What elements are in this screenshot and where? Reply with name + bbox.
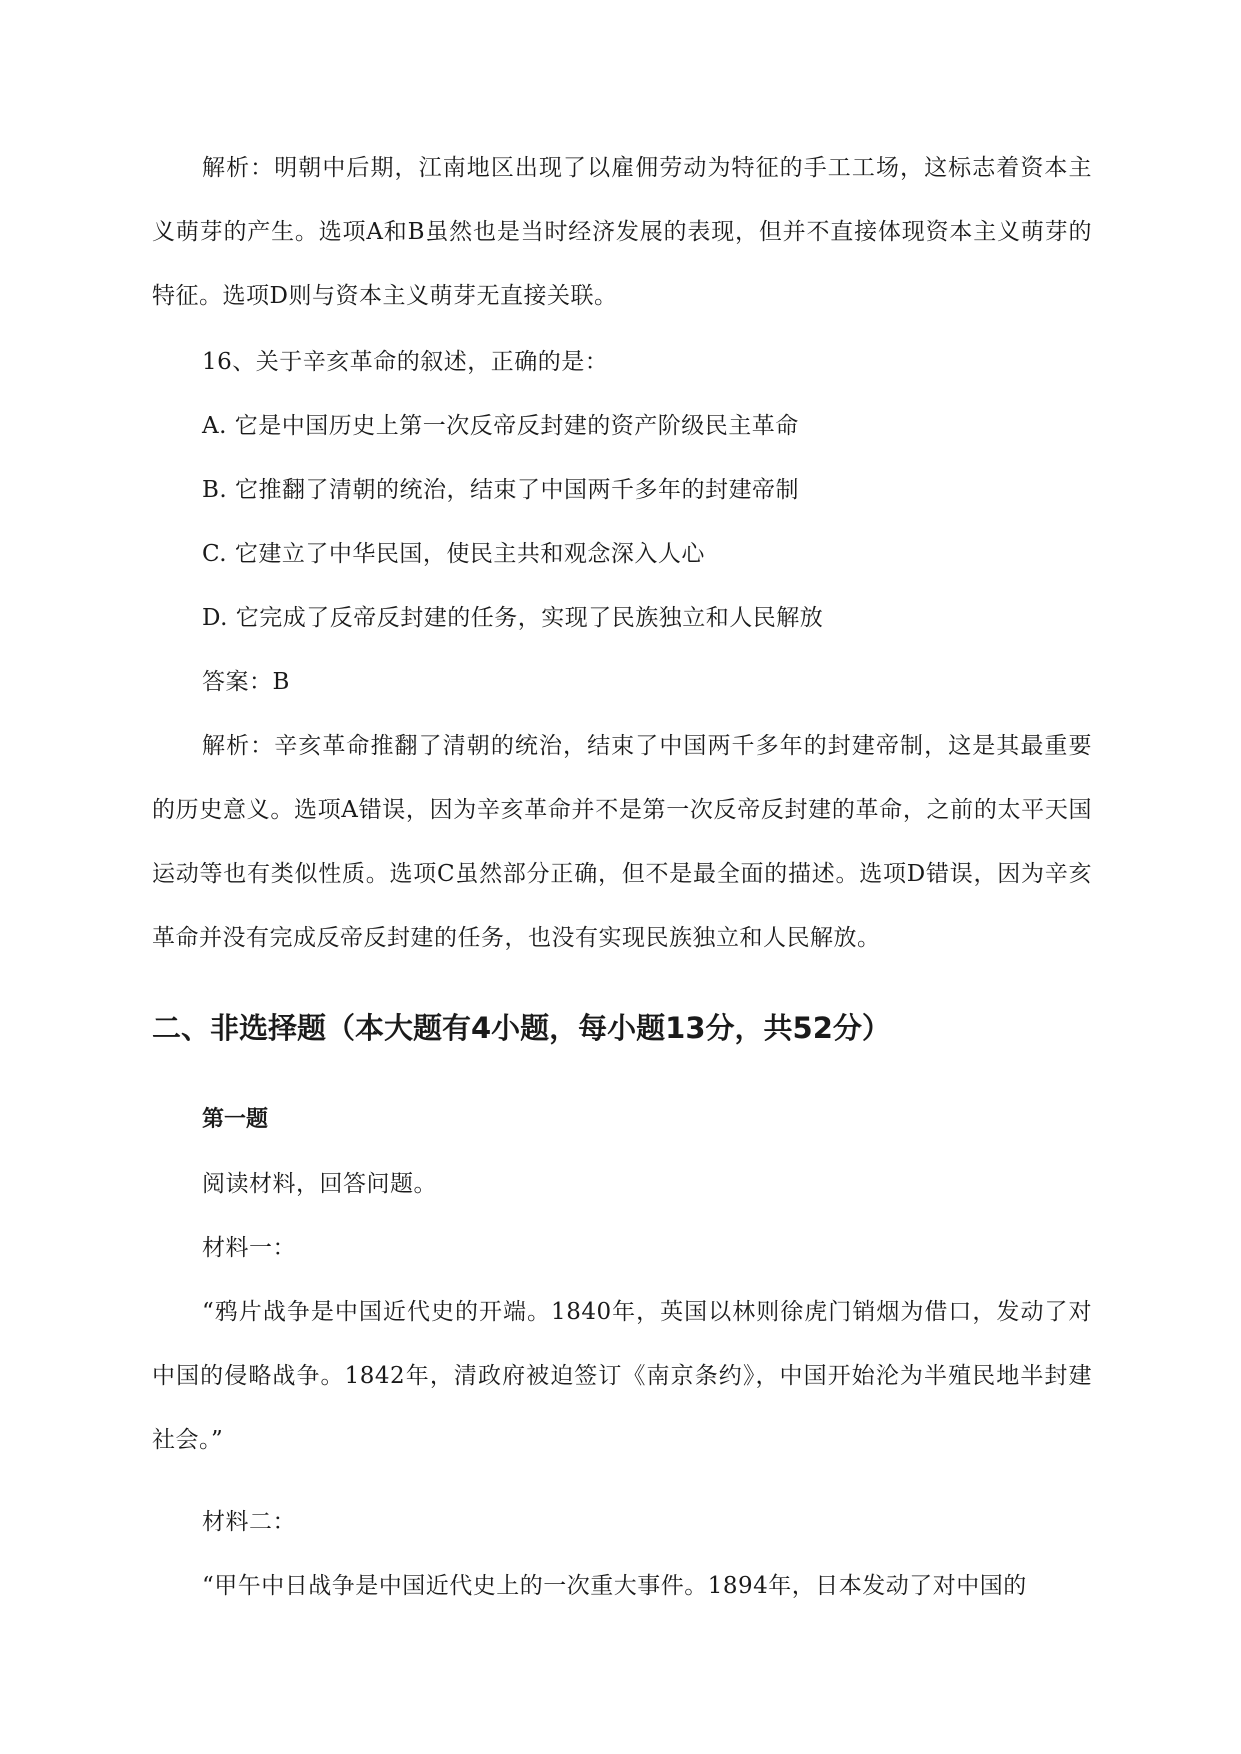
section-heading: 二、非选择题（本大题有4小题，每小题13分，共52分）: [152, 1011, 891, 1045]
material-2-text: “甲午中日战争是中国近代史上的一次重大事件。1894年，日本发动了对中国的: [202, 1573, 1027, 1599]
q16-answer: 答案：B: [202, 669, 290, 695]
q16-option-a: A. 它是中国历史上第一次反帝反封建的资产阶级民主革命: [202, 413, 799, 439]
q15-analysis: 解析：明朝中后期，江南地区出现了以雇佣劳动为特征的手工工场，这标志着资本主义萌芽的产生。选项A和B虽然也是当时经济发展的表现，但并不直接体现资本主义萌芽的特征。选项D则与资本主义萌芽无直接关联。: [152, 155, 1092, 309]
q16-option-d: D. 它完成了反帝反封建的任务，实现了民族独立和人民解放: [202, 605, 824, 631]
reading-instruction: 阅读材料，回答问题。: [202, 1171, 437, 1197]
question-1-title: 第一题: [202, 1107, 269, 1132]
q16-option-b: B. 它推翻了清朝的统治，结束了中国两千多年的封建帝制: [202, 477, 800, 503]
q16-stem: 16、关于辛亥革命的叙述，正确的是：: [202, 349, 609, 375]
q16-option-c: C. 它建立了中华民国，使民主共和观念深入人心: [202, 541, 705, 567]
material-1-label: 材料一：: [202, 1235, 296, 1261]
q16-analysis: 解析：辛亥革命推翻了清朝的统治，结束了中国两千多年的封建帝制，这是其最重要的历史意义。选项A错误，因为辛亥革命并不是第一次反帝反封建的革命，之前的太平天国运动等也有类似性质。选项C虽然部分正确，但不是最全面的描述。选项D错误，因为辛亥革命并没有完成反帝反封建的任务，也没有实现民族独立和人民解放。: [152, 733, 1092, 951]
material-1-text: “鸦片战争是中国近代史的开端。1840年，英国以林则徐虎门销烟为借口，发动了对中国的侵略战争。1842年，清政府被迫签订《南京条约》，中国开始沦为半殖民地半封建社会。”: [152, 1299, 1092, 1453]
material-2-label: 材料二：: [202, 1509, 296, 1535]
